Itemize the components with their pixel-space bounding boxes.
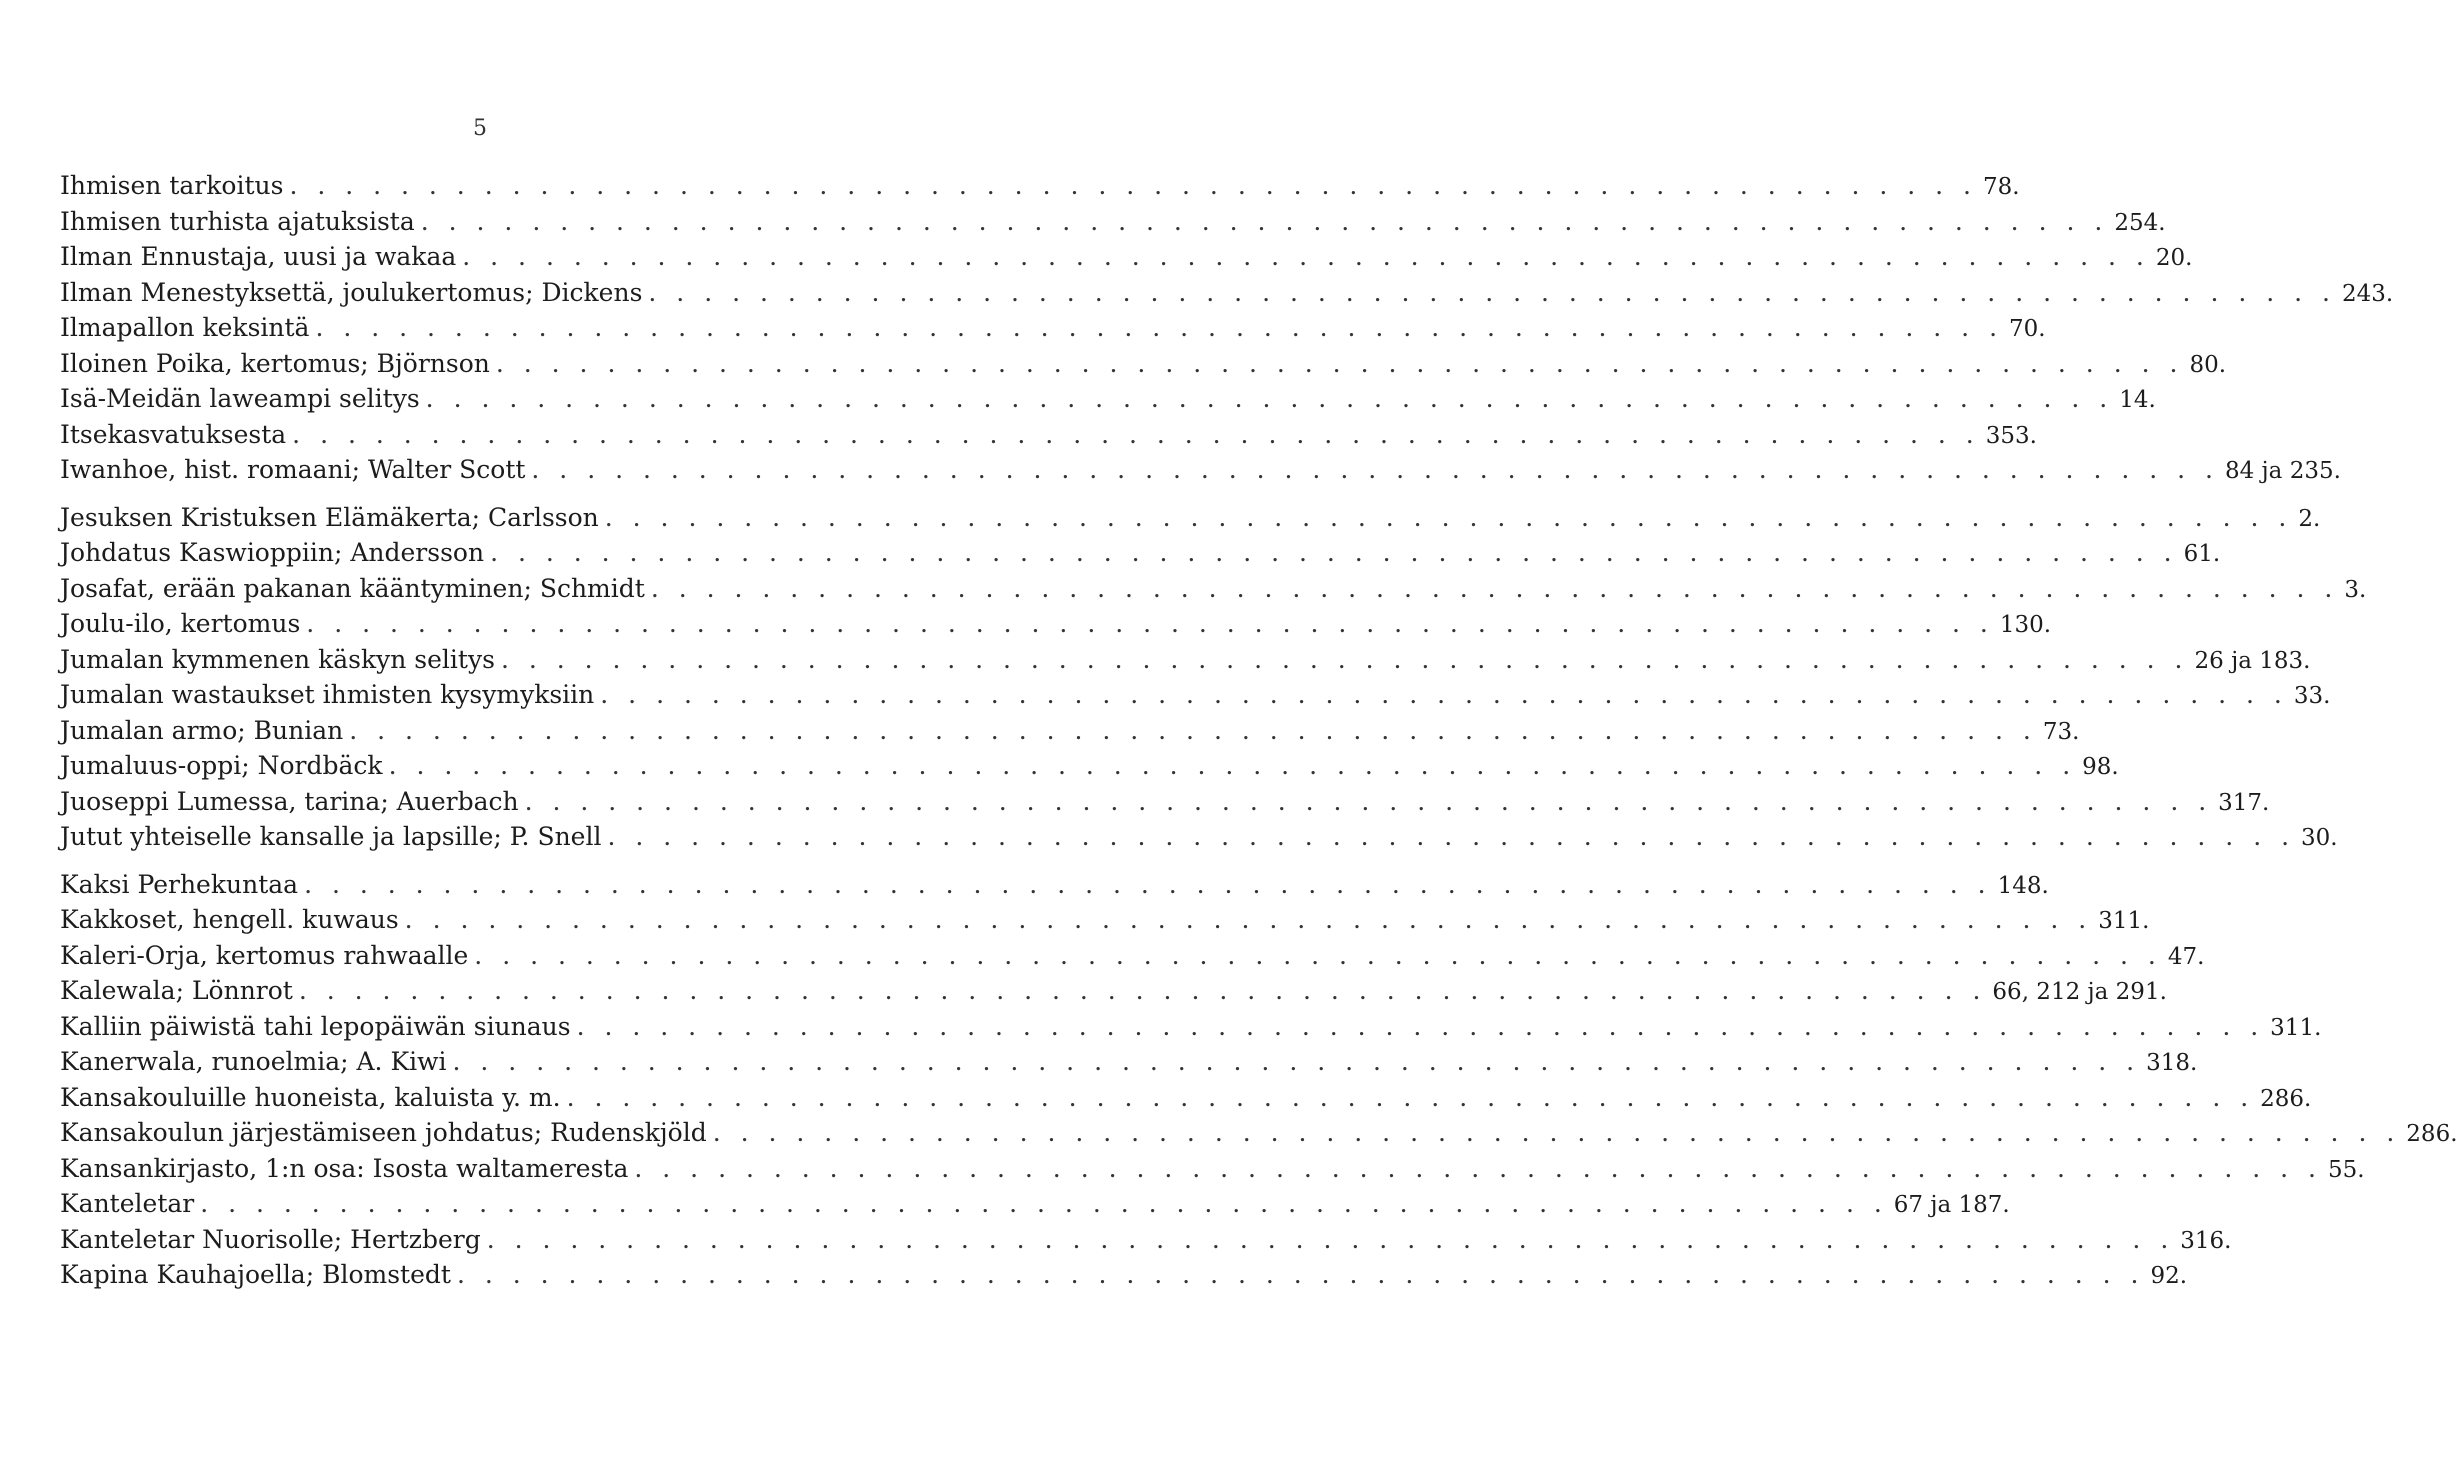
index-entry xyxy=(60,973,2167,1009)
entry-pages: 98. xyxy=(2082,754,2119,780)
entry-pages: 311. xyxy=(2098,908,2150,934)
entry-title: Jumalan armo; Bunian xyxy=(60,715,344,745)
entry-pages: 61. xyxy=(2183,541,2221,567)
index-entry xyxy=(60,1151,2365,1187)
entry-title: Juoseppi Lumessa, tarina; Auerbach xyxy=(60,786,519,816)
entry-title: Kalewala; Lönnrot xyxy=(60,976,293,1005)
entry-pages: 80. xyxy=(2189,351,2227,378)
entry-pages: 317. xyxy=(2218,789,2270,816)
dot-leader xyxy=(462,239,2150,275)
entry-pages: 130. xyxy=(1999,612,2052,638)
index-entry xyxy=(60,168,2020,204)
page-number: 5 xyxy=(473,116,487,141)
entry-title: Joulu-ilo, kertomus xyxy=(60,609,301,638)
dot-leader xyxy=(577,1009,2265,1045)
dot-leader xyxy=(501,642,2189,678)
entry-title: Kalliin päiwistä tahi lepopäiwän siunaus xyxy=(60,1011,571,1041)
dot-leader xyxy=(490,535,2178,571)
entry-title: Kaksi Perhekuntaa xyxy=(60,869,299,899)
dot-leader xyxy=(607,819,2295,855)
entry-title: Kanerwala, runoelmia; A. Kiwi xyxy=(60,1047,447,1076)
index-entry xyxy=(60,902,2150,938)
dot-leader xyxy=(389,748,2077,784)
entry-pages: 84 ja 235. xyxy=(2224,458,2341,484)
index-group xyxy=(60,867,2458,1293)
entry-title: Iwanhoe, hist. romaani; Walter Scott xyxy=(60,455,526,484)
entry-pages: 47. xyxy=(2167,943,2205,970)
entry-pages: 67 ja 187. xyxy=(1893,1192,2010,1218)
index-entry xyxy=(60,1257,2188,1293)
dot-leader xyxy=(289,168,1977,204)
entry-title: Kansakouluille huoneista, kaluista y. m. xyxy=(60,1082,561,1112)
index-group xyxy=(60,500,2367,855)
dot-leader xyxy=(496,346,2184,382)
dot-leader xyxy=(651,571,2339,607)
dot-leader xyxy=(634,1151,2322,1187)
index-entry xyxy=(60,500,2321,536)
index-entry xyxy=(60,784,2270,820)
dot-leader xyxy=(299,973,1987,1009)
entry-pages: 73. xyxy=(2042,718,2080,745)
index-list xyxy=(60,168,2458,1293)
entry-pages: 14. xyxy=(2119,387,2156,413)
entry-pages: 254. xyxy=(2114,209,2166,236)
entry-pages: 66, 212 ja 291. xyxy=(1992,979,2167,1005)
entry-title: Jesuksen Kristuksen Elämäkerta; Carlsson xyxy=(60,502,599,532)
entry-pages: 55. xyxy=(2327,1156,2365,1183)
entry-pages: 3. xyxy=(2344,576,2367,603)
entry-title: Kakkoset, hengell. kuwaus xyxy=(60,905,399,934)
entry-pages: 30. xyxy=(2301,825,2338,851)
entry-pages: 2. xyxy=(2298,505,2321,532)
entry-pages: 353. xyxy=(1985,422,2037,449)
entry-title: Kaleri-Orja, kertomus rahwaalle xyxy=(60,940,469,970)
entry-title: Jumaluus-oppi; Nordbäck xyxy=(60,751,383,780)
index-entry xyxy=(60,677,2331,713)
entry-pages: 243. xyxy=(2341,280,2394,307)
index-entry xyxy=(60,452,2341,488)
index-entry xyxy=(60,239,2193,275)
dot-leader xyxy=(531,452,2219,488)
entry-title: Johdatus Kaswioppiin; Andersson xyxy=(60,538,485,567)
dot-leader xyxy=(474,938,2162,974)
entry-pages: 318. xyxy=(2146,1050,2198,1076)
entry-pages: 78. xyxy=(1983,174,2020,200)
entry-pages: 33. xyxy=(2293,683,2331,709)
entry-title: Kanteletar xyxy=(60,1189,195,1218)
entry-title: Kansakoulun järjestämiseen johdatus; Rudenskjöld xyxy=(60,1118,707,1147)
entry-title: Itsekasvatuksesta xyxy=(60,419,287,449)
dot-leader xyxy=(600,677,2288,713)
index-group xyxy=(60,168,2394,488)
entry-title: Ilman Menestyksettä, joulukertomus; Dickens xyxy=(60,277,643,307)
index-entry xyxy=(60,204,2166,240)
index-entry xyxy=(60,310,2046,346)
entry-title: Ilman Ennustaja, uusi ja wakaa xyxy=(60,242,457,271)
dot-leader xyxy=(457,1257,2145,1293)
dot-leader xyxy=(421,204,2109,240)
index-entry xyxy=(60,346,2227,382)
entry-pages: 26 ja 183. xyxy=(2194,647,2311,674)
entry-title: Ihmisen tarkoitus xyxy=(60,171,284,200)
entry-pages: 286. xyxy=(2260,1085,2312,1112)
entry-pages: 20. xyxy=(2155,245,2193,271)
index-entry xyxy=(60,571,2367,607)
dot-leader xyxy=(713,1115,2401,1151)
entry-title: Ilmapallon keksintä xyxy=(60,313,310,342)
index-entry xyxy=(60,606,2052,642)
index-entry xyxy=(60,938,2205,974)
dot-leader xyxy=(453,1044,2141,1080)
index-entry xyxy=(60,535,2221,571)
index-entry xyxy=(60,867,2049,903)
index-entry xyxy=(60,1080,2312,1116)
entry-pages: 92. xyxy=(2150,1263,2188,1289)
entry-pages: 70. xyxy=(2009,316,2046,342)
entry-pages: 148. xyxy=(1997,872,2049,899)
index-entry xyxy=(60,381,2156,417)
dot-leader xyxy=(487,1222,2175,1258)
index-entry xyxy=(60,1115,2458,1151)
entry-title: Kansankirjasto, 1:n osa: Isosta waltameresta xyxy=(60,1153,629,1183)
index-entry xyxy=(60,1009,2322,1045)
dot-leader xyxy=(426,381,2114,417)
index-entry xyxy=(60,748,2119,784)
index-entry xyxy=(60,1044,2198,1080)
entry-title: Kanteletar Nuorisolle; Hertzberg xyxy=(60,1224,481,1254)
index-entry xyxy=(60,642,2311,678)
dot-leader xyxy=(525,784,2213,820)
entry-pages: 286. xyxy=(2406,1121,2458,1147)
entry-title: Josafat, erään pakanan kääntyminen; Schmidt xyxy=(60,573,645,603)
dot-leader xyxy=(349,713,2037,749)
entry-title: Iloinen Poika, kertomus; Björnson xyxy=(60,348,490,378)
entry-title: Isä-Meidän laweampi selitys xyxy=(60,384,420,413)
index-entry xyxy=(60,417,2037,453)
entry-title: Jumalan kymmenen käskyn selitys xyxy=(60,644,495,674)
dot-leader xyxy=(304,867,1992,903)
dot-leader xyxy=(306,606,1994,642)
index-entry xyxy=(60,713,2080,749)
entry-title: Ihmisen turhista ajatuksista xyxy=(60,206,415,236)
dot-leader xyxy=(567,1080,2255,1116)
dot-leader xyxy=(292,417,1980,453)
index-entry xyxy=(60,819,2338,855)
entry-title: Jutut yhteiselle kansalle ja lapsille; P. Snell xyxy=(60,822,602,851)
dot-leader xyxy=(648,275,2336,311)
index-entry xyxy=(60,275,2394,311)
index-entry xyxy=(60,1222,2232,1258)
dot-leader xyxy=(200,1186,1888,1222)
entry-pages: 311. xyxy=(2270,1014,2322,1041)
dot-leader xyxy=(315,310,2003,346)
dot-leader xyxy=(405,902,2093,938)
index-entry xyxy=(60,1186,2010,1222)
entry-title: Kapina Kauhajoella; Blomstedt xyxy=(60,1260,451,1289)
dot-leader xyxy=(605,500,2293,536)
entry-title: Jumalan wastaukset ihmisten kysymyksiin xyxy=(60,680,595,709)
entry-pages: 316. xyxy=(2180,1227,2232,1254)
